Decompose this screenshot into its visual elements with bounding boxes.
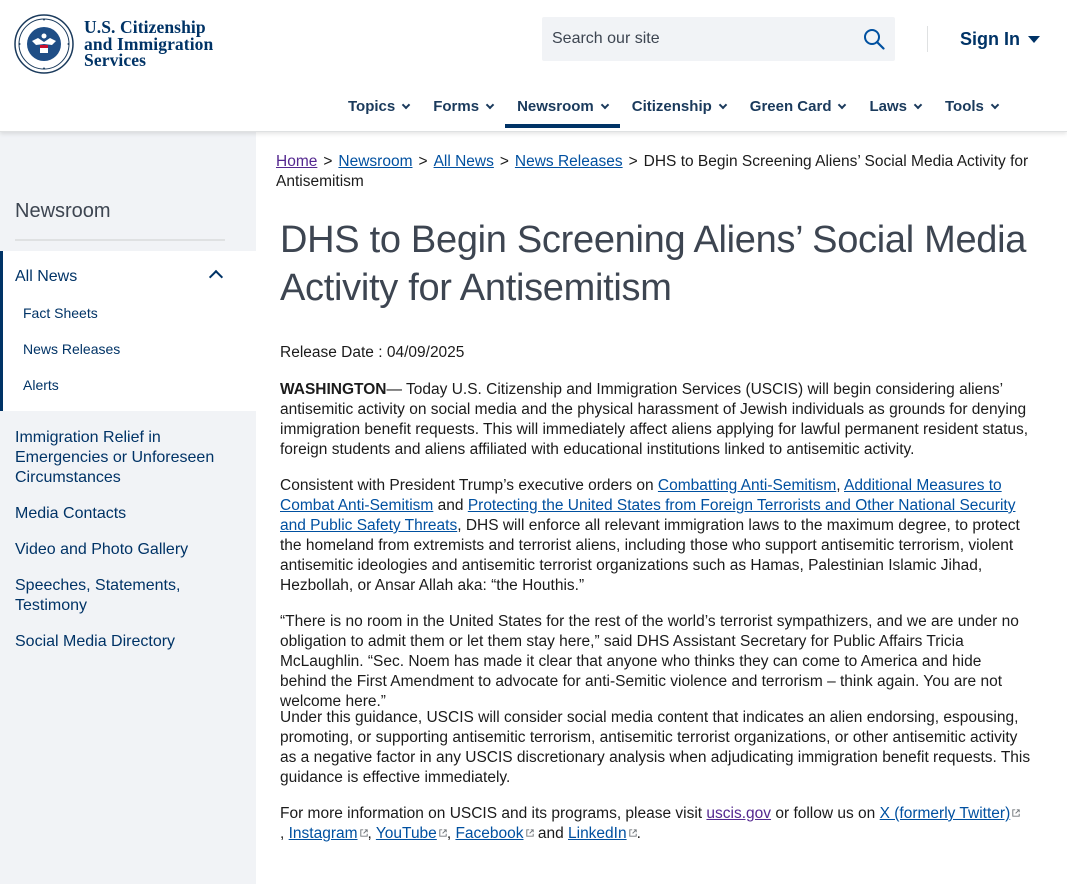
breadcrumb-separator: > <box>628 153 638 170</box>
sign-in-label: Sign In <box>960 29 1020 49</box>
paragraph-text: and <box>433 497 468 514</box>
breadcrumb-separator: > <box>418 153 428 170</box>
nav-label: Tools <box>945 98 984 115</box>
sidebar-submenu <box>0 251 256 411</box>
link-uscis-gov[interactable]: uscis.gov <box>706 805 772 822</box>
paragraph-text: For more information on USCIS and its programs, please visit <box>280 805 707 822</box>
external-link-icon <box>439 829 447 837</box>
chevron-down-icon <box>486 101 494 109</box>
nav-topics[interactable] <box>336 86 421 128</box>
external-link-icon <box>1012 809 1020 817</box>
sidebar-item-media-contacts[interactable]: Media Contacts <box>15 505 127 522</box>
breadcrumb-separator: > <box>499 153 509 170</box>
paragraph-text: or follow us on <box>771 805 880 822</box>
dhs-seal-icon <box>14 14 74 74</box>
chevron-down-icon <box>991 101 999 109</box>
header-divider <box>927 26 928 52</box>
nav-label: Green Card <box>749 98 832 115</box>
sidebar-title: Newsroom <box>15 200 111 222</box>
link-protecting-united-states[interactable]: Protecting the United States from Foreign Terrorists and Other National Security and Public Safety Threats <box>280 497 1016 534</box>
sidebar-item-news-releases[interactable]: News Releases <box>23 341 121 357</box>
logo-line: U.S. Citizenship <box>84 17 206 38</box>
site-header <box>0 0 1067 132</box>
release-date <box>280 344 464 362</box>
breadcrumb-current: DHS to Begin Screening Aliens’ Social Media Activity for Antisemitism <box>276 153 1029 190</box>
link-facebook[interactable]: Facebook <box>455 825 524 842</box>
search-box <box>542 17 895 61</box>
chevron-down-icon <box>838 101 846 109</box>
article-paragraph-3: “There is no room in the United States for the rest of the world’s terrorist sympathizers, and we are under no obligation to admit them or let them stay here,” said DHS Assistant Secretary for Public Affairs Tricia McLaughlin. “Sec. Noem has made it clear that anyone who thinks they can come to America and hide behind the First Amendment to advocate for anti-Semitic violence and terrorism – think again. You are not welcome here.” <box>280 613 1019 710</box>
chevron-down-icon <box>402 101 410 109</box>
nav-label: Topics <box>348 98 396 115</box>
logo-wordmark <box>84 19 213 69</box>
chevron-down-icon <box>601 101 609 109</box>
release-date-value: 04/09/2025 <box>386 344 465 361</box>
breadcrumb <box>276 152 1036 192</box>
sidebar-item-immigration-relief[interactable]: Immigration Relief in Emergencies or Unforeseen Circumstances <box>15 429 215 486</box>
sidebar-item-video-photo-gallery[interactable]: Video and Photo Gallery <box>15 541 189 558</box>
paragraph-text: Consistent with President Trump’s executive orders on <box>280 477 658 494</box>
paragraph-text: , DHS will enforce all relevant immigration laws to the maximum degree, to protect the homeland from extremists and terrorist aliens, including those who support antisemitic terrorism, violent antisemitic ideologies and antisemitic terrorist organizations such as Hamas, Palestinian Islamic Jihad, Hezbollah, or Ansar Allah aka: “the Houthis.” <box>280 517 1020 594</box>
chevron-down-icon <box>914 101 922 109</box>
external-link-icon <box>526 829 534 837</box>
sidebar <box>0 132 256 884</box>
external-link-icon <box>360 829 368 837</box>
sidebar-item-fact-sheets[interactable]: Fact Sheets <box>23 305 98 321</box>
sidebar-item-alerts[interactable]: Alerts <box>23 377 59 393</box>
breadcrumb-separator: > <box>323 153 333 170</box>
nav-tools[interactable] <box>933 86 1010 128</box>
chevron-down-icon <box>719 101 727 109</box>
sign-in-button[interactable] <box>960 29 1040 50</box>
nav-label: Forms <box>433 98 480 115</box>
sidebar-item-speeches[interactable]: Speeches, Statements, Testimony <box>15 577 181 614</box>
chevron-up-icon[interactable] <box>209 270 223 284</box>
link-linkedin[interactable]: LinkedIn <box>568 825 627 842</box>
link-additional-measures[interactable]: Additional Measures to Combat Anti-Semitism <box>280 477 1002 514</box>
paragraph-text: , <box>367 825 376 842</box>
article-paragraph-2 <box>280 476 1032 596</box>
paragraph-text: , <box>836 477 844 494</box>
paragraph-text: . <box>636 825 641 842</box>
nav-label: Newsroom <box>517 98 594 115</box>
link-instagram[interactable]: Instagram <box>288 825 358 842</box>
search-button[interactable] <box>861 26 887 52</box>
link-youtube[interactable]: YouTube <box>375 825 437 842</box>
search-icon <box>863 28 885 50</box>
breadcrumb-newsroom[interactable]: Newsroom <box>338 153 413 170</box>
breadcrumb-home[interactable]: Home <box>276 153 318 170</box>
sidebar-divider <box>15 239 225 241</box>
paragraph-text: — Today U.S. Citizenship and Immigration Services (USCIS) will begin considering aliens’ antisemitic activity on social media and the physical harassment of Jewish individuals as grounds for denying immigration benefit requests. This will immediately affect aliens applying for lawful permanent resident status, foreign students and aliens affiliated with educational institutions linked to antisemitic activity. <box>280 381 1029 458</box>
sidebar-item-all-news[interactable]: All News <box>15 268 78 285</box>
page-title: DHS to Begin Screening Aliens’ Social Media Activity for Antisemitism <box>280 219 1027 309</box>
nav-forms[interactable] <box>421 86 505 128</box>
external-link-icon <box>629 829 637 837</box>
logo-line: and Immigration <box>84 33 214 54</box>
sidebar-item-social-media-directory[interactable]: Social Media Directory <box>15 633 176 650</box>
logo-line: Services <box>84 50 147 71</box>
article-paragraph-1 <box>280 380 1032 460</box>
uscis-logo[interactable] <box>14 14 213 74</box>
breadcrumb-all-news[interactable]: All News <box>433 153 494 170</box>
paragraph-text: , <box>280 825 289 842</box>
nav-label: Laws <box>869 98 907 115</box>
breadcrumb-news-releases[interactable]: News Releases <box>514 153 623 170</box>
nav-laws[interactable] <box>857 86 933 128</box>
dateline: WASHINGTON <box>280 381 387 398</box>
caret-down-icon <box>1028 36 1040 43</box>
search-input[interactable] <box>542 17 842 61</box>
link-x-twitter[interactable]: X (formerly Twitter) <box>879 805 1011 822</box>
paragraph-text: , <box>446 825 456 842</box>
release-date-label: Release Date : <box>280 344 387 361</box>
nav-label: Citizenship <box>631 98 712 115</box>
paragraph-text: and <box>533 825 568 842</box>
main-nav <box>336 86 1010 128</box>
nav-green-card[interactable] <box>738 86 858 128</box>
article-paragraph-5 <box>280 804 1032 844</box>
nav-newsroom[interactable] <box>505 86 620 128</box>
nav-citizenship[interactable] <box>620 86 738 128</box>
article-paragraph-4: Under this guidance, USCIS will consider social media content that indicates an alien endorsing, espousing, promoting, or supporting antisemitic terrorism, antisemitic terrorist organizations, or other antisemitic activity as a negative factor in any USCIS discretionary analysis when adjudicating immigration benefit requests. This guidance is effective immediately. <box>280 709 1031 786</box>
link-combatting-anti-semitism[interactable]: Combatting Anti-Semitism <box>657 477 837 494</box>
